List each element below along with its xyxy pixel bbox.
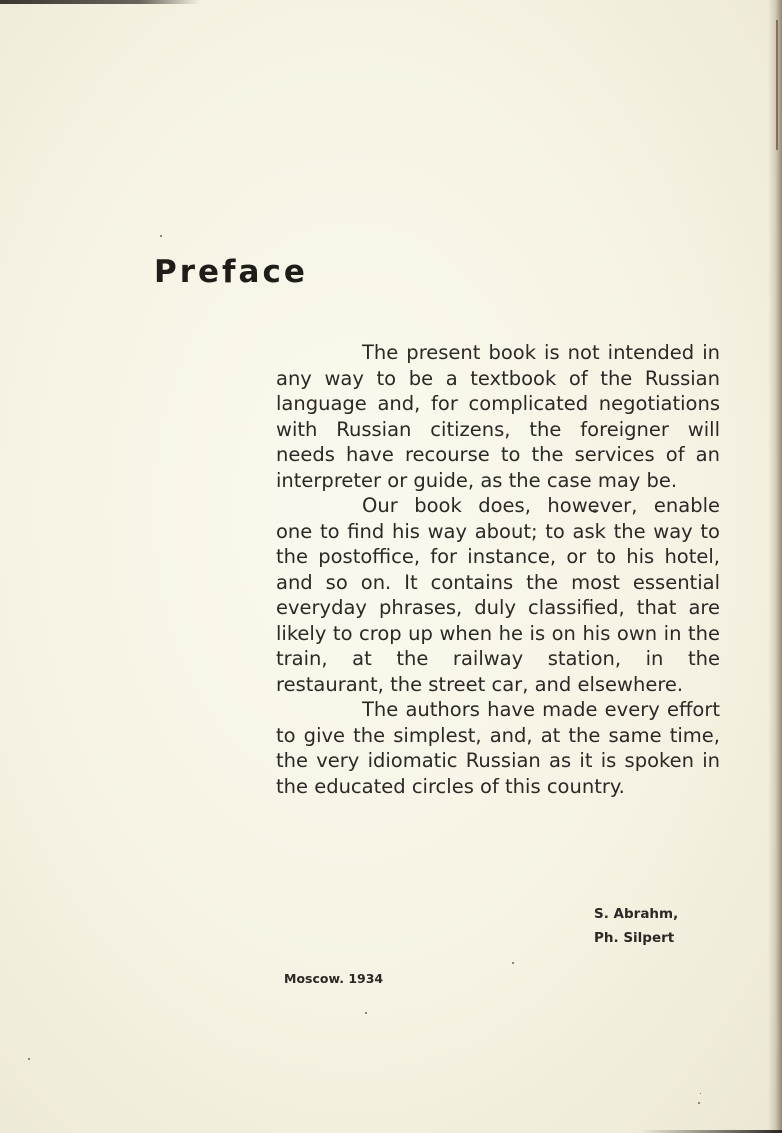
page-binding-mark [776, 20, 778, 150]
paper-speck [365, 1012, 367, 1014]
author-signature [594, 902, 678, 950]
preface-paragraph: The authors have made every effort to give the simplest, and, at the same time, the very idiomatic Russian as it is spoken in the educated circles of this country. [276, 698, 720, 798]
paper-speck [512, 962, 514, 964]
place-and-date: Moscow. 1934 [284, 971, 384, 986]
page-title: Preface [154, 254, 308, 290]
author-name: S. Abrahm, [594, 906, 679, 922]
preface-paragraph: The present book is not intended in any way to be a textbook of the Russian language and, for complicated negotiations with Russian citizens, the foreigner will needs have recourse to the services of an interpreter or guide, as the case may be. [276, 341, 720, 492]
page-binding-shadow [768, 0, 782, 1133]
page-top-edge [0, 0, 200, 4]
preface-paragraph: Our book does, however, enable one to find his way about; to ask the way to the postoffice, for instance, or to his hotel, and so on. It contains the most essential everyday phrases, duly classified, that are likely to crop up when he is on his own in the train, at the railway station, in the restaurant, the street car, and elsewhere. [276, 494, 720, 696]
preface-body [276, 340, 720, 799]
paper-speck [28, 1058, 30, 1060]
paper-speck [698, 1102, 700, 1104]
paper-speck [700, 1093, 701, 1094]
paper-speck [160, 235, 162, 237]
author-name: Ph. Silpert [594, 930, 675, 946]
